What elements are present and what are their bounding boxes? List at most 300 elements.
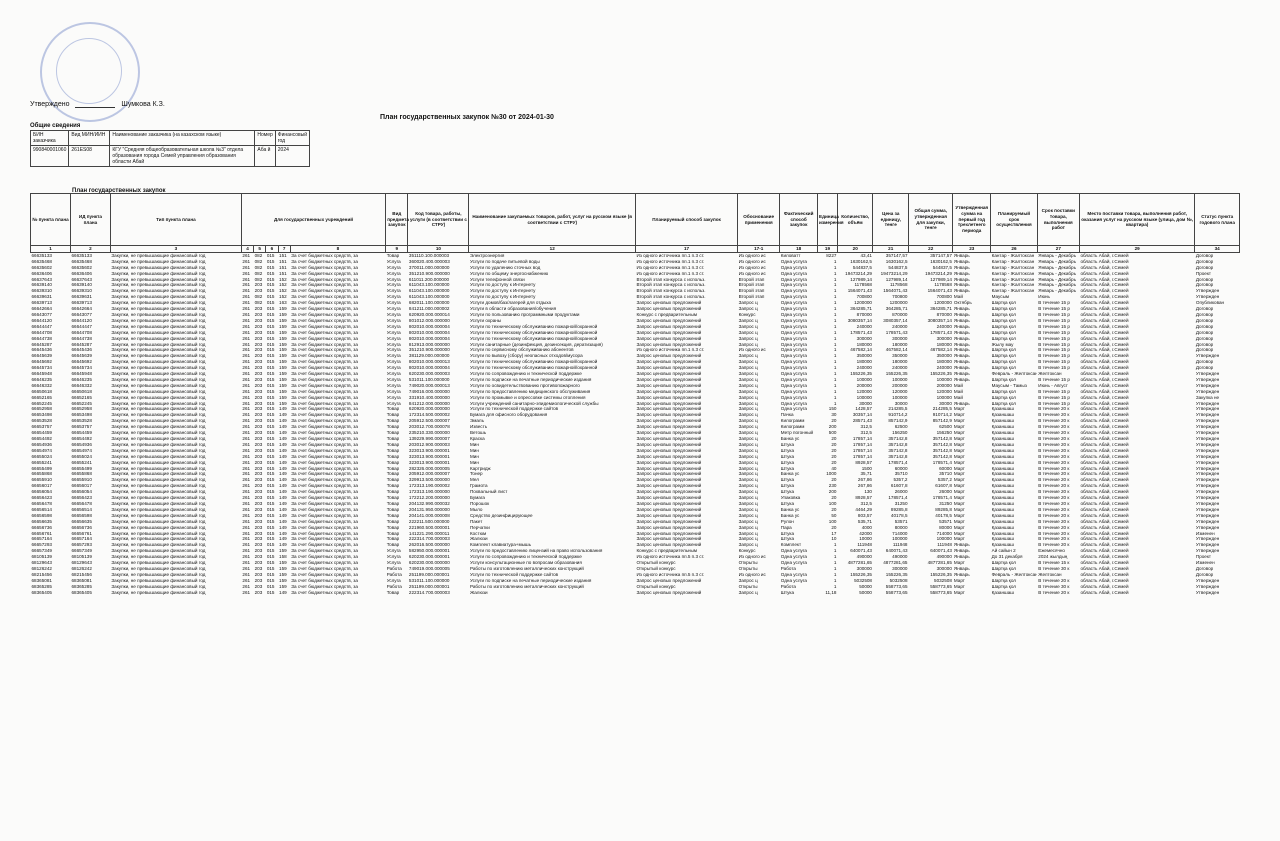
table-cell: За счет бюджетных средств, за <box>291 500 358 506</box>
table-cell: Шартқа қол <box>991 365 1016 371</box>
table-cell: Услуги по доступу к Интернету <box>469 282 536 288</box>
table-cell: 1 <box>833 306 837 312</box>
table-cell: Июнь - Август <box>1038 382 1068 388</box>
table-cell: Январь <box>953 288 970 294</box>
table-cell: 5357,2 <box>893 477 908 483</box>
table-cell: 222314.700.000003 <box>408 589 450 595</box>
table-cell: область Абай, г.Семей <box>1080 382 1129 388</box>
table-cell: Шартқа қол <box>991 376 1016 382</box>
table-cell: 203 <box>254 571 263 577</box>
table-cell: 26000 <box>939 489 952 495</box>
table-cell: В течение 15 р <box>1038 341 1070 347</box>
table-cell: 261 <box>242 554 251 560</box>
table-cell: 66637643 <box>71 276 92 282</box>
table-cell: Запрос ценовых предложений <box>636 436 702 441</box>
table-cell: Штука <box>780 477 795 483</box>
table-cell: 203 <box>254 400 263 406</box>
table-cell: В течение 20 к <box>1038 500 1070 506</box>
table-cell: 159 <box>279 365 287 371</box>
table-cell: 261 <box>242 329 251 335</box>
table-cell: 159 <box>279 400 287 406</box>
table-cell: 261 <box>242 311 251 317</box>
table-cell: 015 <box>266 371 275 377</box>
general-info-value-row <box>31 146 310 167</box>
table-cell: 17857,14 <box>852 447 872 453</box>
table-cell: 159 <box>279 376 287 382</box>
table-cell: Услуги в области образования/обучения <box>469 306 557 312</box>
table-cell: 205912.000.000007 <box>408 471 450 477</box>
table-cell: Кантар - Жалтоксан <box>991 258 1035 264</box>
table-cell: 015 <box>266 453 275 459</box>
table-cell: 30357,14 <box>852 412 872 418</box>
table-cell: 1564071,43 <box>927 288 952 294</box>
table-cell: 159 <box>279 560 287 566</box>
table-cell: Март <box>953 536 965 542</box>
table-cell: Услуга <box>386 264 401 270</box>
table-cell: 3080357,14 <box>927 317 952 323</box>
table-cell: 100000 <box>856 394 872 400</box>
table-cell: Январь <box>953 353 970 359</box>
table-cell: 155226,35 <box>850 571 872 577</box>
table-cell: 261 <box>242 530 251 536</box>
table-cell: Март <box>953 447 965 453</box>
table-cell: Работы по изготовлению металлических конструкций <box>469 583 584 589</box>
table-cell: 20 <box>831 477 837 483</box>
table-cell: Услуги по технической поддержке сайтов <box>469 406 559 412</box>
table-cell: 203 <box>254 365 263 371</box>
table-cell: Из одного источника пп.5 п.3 ст. <box>636 554 705 560</box>
table-cell: 015 <box>266 258 275 264</box>
table-cell: 1 <box>833 264 837 270</box>
column-number-cell: 20 <box>837 246 873 253</box>
table-cell: 1 <box>833 571 837 577</box>
table-cell: Закупки, не превышающие финансовый год <box>111 388 206 394</box>
table-cell: Утвержден <box>1195 371 1220 377</box>
table-cell: Кантар - Жалтоксан <box>991 270 1035 276</box>
table-cell: 62500 <box>894 424 908 430</box>
table-cell: Запрос ц <box>738 518 758 524</box>
table-cell: 149 <box>279 518 287 524</box>
table-cell: Из одного источника пп.1 п.3 ст. <box>636 264 705 270</box>
table-cell: 015 <box>266 347 275 353</box>
table-cell: Март <box>953 489 965 495</box>
table-cell: 66657164 <box>71 536 92 542</box>
table-cell: 66643077 <box>31 311 52 317</box>
table-cell: область Абай, г.Семей <box>1080 347 1129 353</box>
table-cell: Второй этап <box>738 282 765 288</box>
table-cell: Маусым <box>991 294 1010 300</box>
table-cell: Бумага для офисного оборудования <box>469 412 548 418</box>
table-cell: 149 <box>279 424 287 430</box>
table-cell: Услуга <box>386 288 401 294</box>
table-cell: В течение 20 к <box>1038 477 1070 483</box>
table-cell: Товар <box>386 477 400 483</box>
table-cell: Январь <box>953 341 970 347</box>
table-cell: Утвержден <box>1195 489 1220 495</box>
table-cell: Работа <box>780 583 796 589</box>
table-cell: В течение 30 к <box>1038 583 1070 589</box>
table-cell: Ежемесячно <box>1038 548 1065 554</box>
table-cell: 66654936 <box>31 441 52 447</box>
table-cell: 1178568 <box>934 282 952 288</box>
table-cell: 558773,65 <box>930 583 952 589</box>
table-cell: Запрос ц <box>738 394 758 400</box>
table-cell: 159 <box>279 571 287 577</box>
table-cell: область Абай, г.Семей <box>1080 506 1129 512</box>
table-cell: Март <box>953 560 965 566</box>
table-cell: 611043.100.000000 <box>408 282 450 288</box>
table-cell: 20 <box>831 453 837 459</box>
table-cell: Шартқа қол <box>991 323 1016 329</box>
table-cell: Запрос ценовых предложений <box>636 589 702 595</box>
table-cell: 015 <box>266 294 275 300</box>
customer-type: Аба й <box>255 146 275 167</box>
table-cell: Второй этап <box>738 294 765 300</box>
table-cell: 015 <box>266 329 275 335</box>
table-cell: Запрос ценовых предложений <box>636 382 702 388</box>
table-cell: Утвержден <box>1195 453 1220 459</box>
table-cell: Шартқа қол <box>991 329 1016 335</box>
table-cell: Закупки, не превышающие финансовый год <box>111 282 206 288</box>
table-cell: 149 <box>279 436 287 441</box>
table-cell: Желтоксан <box>1038 371 1062 377</box>
table-cell: область Абай, г.Семей <box>1080 477 1129 483</box>
column-number-cell: 34 <box>1195 246 1240 253</box>
table-cell: 66655024 <box>71 453 92 459</box>
table-cell: Қазаншаш <box>991 506 1014 512</box>
plan-caption: План государственных закупок <box>72 188 166 194</box>
table-cell: Запрос ценовых предложений <box>636 471 702 477</box>
table-cell: 66650618 <box>71 388 92 394</box>
header-cell: Статус пункта годового плана <box>1195 194 1240 246</box>
table-cell: 178571,4 <box>888 495 908 501</box>
table-cell: 1200000 <box>854 300 872 306</box>
table-cell: 240000 <box>856 365 872 371</box>
column-number-cell: 10 <box>408 246 469 253</box>
table-cell: 156250 <box>892 430 908 436</box>
table-cell: Запрос ц <box>738 589 758 595</box>
table-cell: 802010.000.000004 <box>408 329 450 335</box>
table-cell: 222211.500.000000 <box>408 518 450 524</box>
table-cell: Запрос ценовых предложений <box>636 323 702 329</box>
table-cell: Запрос ценовых предложений <box>636 489 702 495</box>
table-cell: 203 <box>254 359 263 365</box>
table-cell: 66655024 <box>31 453 52 459</box>
table-cell: область Абай, г.Семей <box>1080 341 1129 347</box>
header-cell: Цена за единицу, тенге <box>873 194 909 246</box>
table-cell: 544837,5 <box>888 264 908 270</box>
table-cell: 66652245 <box>31 400 52 406</box>
table-cell: За счет бюджетных средств, за <box>291 258 358 264</box>
table-cell: Товар <box>386 489 400 495</box>
table-cell: 66654974 <box>71 447 92 453</box>
table-cell: За счет бюджетных средств, за <box>291 276 358 282</box>
table-cell: 015 <box>266 441 275 447</box>
table-cell: 312,5 <box>860 430 872 436</box>
table-cell: 17857,14 <box>852 441 872 447</box>
table-cell: Запрос ц <box>738 441 758 447</box>
table-cell: 66657293 <box>71 542 92 548</box>
table-cell: 61607,8 <box>890 483 908 489</box>
table-cell: 17857,14 <box>852 453 872 459</box>
table-cell: Грамота <box>469 483 488 489</box>
table-cell: 20 <box>831 441 837 447</box>
table-cell: 159 <box>279 341 287 347</box>
table-cell: Из одного источника пп.1 п.3 ст. <box>636 258 705 264</box>
table-cell: 66646332 <box>71 382 92 388</box>
table-cell: Қазаншаш <box>991 471 1014 477</box>
table-cell: 261 <box>242 500 251 506</box>
table-cell: Из одного ис <box>738 270 766 276</box>
column-number-cell: 1 <box>31 246 71 253</box>
table-cell: В течение 15 р <box>1038 388 1070 394</box>
table-cell: 159 <box>279 323 287 329</box>
table-cell: Закупки, не превышающие финансовый год <box>111 400 206 406</box>
table-cell: область Абай, г.Семей <box>1080 554 1129 560</box>
table-cell: 1 <box>833 400 837 406</box>
table-cell: 357142,8 <box>932 447 952 453</box>
table-cell: 66657293 <box>31 542 52 548</box>
table-cell: 802010.000.000004 <box>408 335 450 341</box>
table-cell: Одна услуга <box>780 300 807 306</box>
column-number-cell: 7 <box>278 246 290 253</box>
table-cell: 204132.990.000032 <box>408 500 450 506</box>
table-cell: Товар <box>386 424 400 430</box>
table-cell: За счет бюджетных средств, за <box>291 459 358 465</box>
table-cell: Услуга <box>386 560 401 566</box>
table-cell: 381129.000.000000 <box>408 353 450 359</box>
table-cell: 68105139 <box>31 554 52 560</box>
table-cell: Товар <box>386 542 400 548</box>
table-cell: 1 <box>833 371 837 377</box>
table-cell: Қазаншаш <box>991 518 1014 524</box>
table-cell: 261 <box>242 294 251 300</box>
table-cell: Запрос ц <box>738 329 758 335</box>
table-cell: Одна услуга <box>780 317 807 323</box>
table-cell: область Абай, г.Семей <box>1080 589 1129 595</box>
table-cell: Услуги по техническому обслуживанию пожарной/охранной <box>469 365 598 371</box>
table-cell: 178571,43 <box>850 329 872 335</box>
table-cell: 159 <box>279 306 287 312</box>
table-cell: Қазаншаш <box>991 483 1014 489</box>
table-cell: 68129643 <box>71 560 92 566</box>
table-cell: 203 <box>254 536 263 542</box>
table-cell: Банка ус <box>780 471 800 477</box>
table-cell: 149 <box>279 483 287 489</box>
table-cell: Услуги по подписке на печатные периодические издания <box>469 577 592 583</box>
table-cell: 127989,14 <box>885 276 908 282</box>
table-cell: В течение 15 р <box>1038 359 1070 365</box>
table-cell: область Абай, г.Семей <box>1080 418 1129 424</box>
table-cell: Утвержден <box>1195 388 1220 394</box>
table-cell: 350000 <box>936 353 952 359</box>
table-cell: 214285,5 <box>888 406 908 412</box>
table-cell: 015 <box>266 554 275 560</box>
approver-name: Шумкова К.З. <box>121 101 165 108</box>
table-cell: За счет бюджетных средств, за <box>291 288 358 294</box>
table-cell: 11,18 <box>825 589 837 595</box>
table-cell: Услуги консультационные по вопросам образования <box>469 560 582 566</box>
table-cell: 1 <box>833 583 837 589</box>
table-cell: область Абай, г.Семей <box>1080 459 1129 465</box>
table-cell: Январь <box>953 270 970 276</box>
table-cell: Запрос ценовых предложений <box>636 542 702 548</box>
table-cell: 1 <box>833 548 837 554</box>
table-cell: 357142,8 <box>888 441 908 447</box>
table-cell: 159 <box>279 317 287 323</box>
table-cell: область Абай, г.Семей <box>1080 394 1129 400</box>
table-cell: 700800 <box>892 294 908 300</box>
table-cell: Договор <box>1195 276 1214 282</box>
table-cell: 841212.000.000000 <box>408 400 450 406</box>
table-cell: Январь <box>953 554 970 560</box>
table-cell: область Абай, г.Семей <box>1080 311 1129 317</box>
header-cell: Обоснование применения <box>738 194 780 246</box>
table-cell: область Абай, г.Семей <box>1080 388 1129 394</box>
table-cell: В течение 30 к <box>1038 565 1070 571</box>
table-cell: Запрос ц <box>738 359 758 365</box>
table-cell: В течение 20 к <box>1038 412 1070 418</box>
table-cell: 159 <box>279 347 287 353</box>
column-number-cell: 2 <box>70 246 110 253</box>
table-cell: 159 <box>279 329 287 335</box>
table-cell: Договор <box>1195 365 1214 371</box>
table-cell: В течение 20 к <box>1038 471 1070 477</box>
table-cell: 68126242 <box>31 565 52 571</box>
table-cell: Закупки, не превышающие финансовый год <box>111 459 206 465</box>
table-cell: 015 <box>266 400 275 406</box>
table-cell: 203 <box>254 371 263 377</box>
table-cell: 66653498 <box>71 412 92 418</box>
table-cell: Изменен <box>1195 530 1215 536</box>
table-cell: Закупки, не превышающие финансовый год <box>111 270 206 276</box>
table-cell: 261 <box>242 406 251 412</box>
table-cell: Пара <box>780 524 792 530</box>
table-cell: 66645436 <box>31 347 52 353</box>
table-cell: Закупки, не превышающие финансовый год <box>111 252 206 258</box>
table-cell: Запрос ценовых предложений <box>636 465 702 471</box>
table-cell: 149 <box>279 447 287 453</box>
table-cell: 66656598 <box>31 512 52 518</box>
table-cell: Из одного ис <box>738 264 766 270</box>
table-cell: За счет бюджетных средств, за <box>291 530 358 536</box>
table-cell: Запрос ценовых предложений <box>636 524 702 530</box>
table-cell: 60000 <box>894 465 908 471</box>
table-cell: 152 <box>279 294 287 300</box>
table-cell: Услуга <box>386 577 401 583</box>
table-cell: 66645287 <box>31 341 52 347</box>
table-cell: Утвержден <box>1195 536 1220 542</box>
table-cell: За счет бюджетных средств, за <box>291 589 358 595</box>
customer-code: 261ES08 <box>69 146 110 167</box>
table-cell: 261 <box>242 400 251 406</box>
table-cell: 300000 <box>856 565 872 571</box>
table-cell: 1630162,5 <box>885 258 908 264</box>
table-cell: 149 <box>279 465 287 471</box>
table-cell: 130 <box>864 489 872 495</box>
table-cell: 203 <box>254 589 263 595</box>
table-cell: 261 <box>242 394 251 400</box>
table-cell: 015 <box>266 430 275 436</box>
table-cell: Запрос ц <box>738 406 758 412</box>
table-cell: Услуги по общему энергоснабжению <box>469 270 549 276</box>
table-cell: 261 <box>242 323 251 329</box>
table-cell: Март <box>953 518 965 524</box>
table-cell: Товар <box>386 483 400 489</box>
table-cell: В течение 20 к <box>1038 489 1070 495</box>
table-cell: Работа <box>386 571 402 577</box>
table-cell: Товар <box>386 430 400 436</box>
table-cell: 261 <box>242 276 251 282</box>
table-cell: 801012.000.000000 <box>408 317 450 323</box>
table-cell: Услуга <box>386 353 401 359</box>
table-cell: Қазаншаш <box>991 489 1014 495</box>
table-cell: Договор <box>1195 323 1214 329</box>
table-cell: Кантар - Жалтоксан <box>991 288 1035 294</box>
table-cell: Второй этап конкурса с использ. <box>636 288 706 294</box>
column-number-cell: 9 <box>386 246 408 253</box>
table-cell: 261 <box>242 353 251 359</box>
table-cell: 203 <box>254 524 263 530</box>
general-header-cell: Номер <box>255 131 275 146</box>
general-info-caption: Общие сведения <box>30 123 81 129</box>
table-cell: 66652245 <box>71 400 92 406</box>
table-cell: 015 <box>266 571 275 577</box>
table-cell: Товар <box>386 252 400 258</box>
table-cell: 127989,14 <box>850 276 872 282</box>
table-cell: 015 <box>266 536 275 542</box>
table-cell: Одна услуга <box>780 359 807 365</box>
table-cell: Шартқа қол <box>991 306 1016 312</box>
table-cell: Банка ус <box>780 512 800 518</box>
table-cell: Запрос ц <box>738 376 758 382</box>
table-cell: 203 <box>254 530 263 536</box>
table-cell: Закупки, не превышающие финансовый год <box>111 453 206 459</box>
table-cell: Товар <box>386 453 400 459</box>
table-cell: Кантар - Жалтоксан <box>991 264 1035 270</box>
table-cell: Банка ус <box>780 436 800 441</box>
table-cell: Кантар - Жалтоксан <box>991 276 1035 282</box>
table-cell: 66644447 <box>71 323 92 329</box>
table-cell: 203 <box>254 518 263 524</box>
table-cell: Шартқа қол <box>991 577 1016 583</box>
table-cell: область Абай, г.Семей <box>1080 495 1129 501</box>
table-cell: 015 <box>266 512 275 518</box>
table-cell: 015 <box>266 477 275 483</box>
table-cell: область Абай, г.Семей <box>1080 548 1129 554</box>
table-cell: Запрос ц <box>738 489 758 495</box>
table-cell: Второй этап конкурса с использ. <box>636 294 706 300</box>
table-cell: 20 <box>831 447 837 453</box>
table-cell: 261 <box>242 347 251 353</box>
table-cell: Шартқа қол <box>991 317 1016 323</box>
table-cell: 149 <box>279 471 287 477</box>
table-cell: В течение 15 р <box>1038 365 1070 371</box>
table-cell: область Абай, г.Семей <box>1080 500 1129 506</box>
table-cell: Запрос ц <box>738 506 758 512</box>
table-cell: 1000 <box>826 471 837 477</box>
table-cell: Январь - Декабрь <box>1038 276 1077 282</box>
table-cell: Январь <box>953 376 970 382</box>
table-cell: Услуги по пользованию программными продуктами <box>469 311 580 317</box>
general-header-cell: Вид МИН/ИИН <box>69 131 110 146</box>
table-cell: Қазаншаш <box>991 441 1014 447</box>
table-cell: 261 <box>242 252 251 258</box>
table-cell: 120000 <box>936 388 952 394</box>
table-cell: 015 <box>266 359 275 365</box>
table-cell: Услуги по подписке на печатные периодические издания <box>469 376 592 382</box>
table-cell: 1 <box>833 577 837 583</box>
